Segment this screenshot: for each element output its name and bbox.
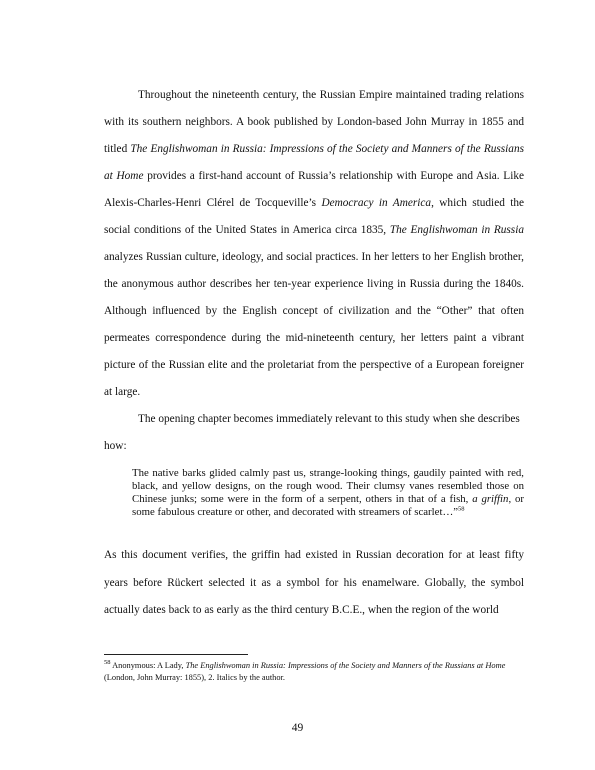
footnote-reference: 58: [458, 505, 465, 513]
quote-text: , or some fabulous creature or other, and decorated with streamers of scarlet…”: [132, 493, 524, 519]
footnote-book-title: The Englishwoman in Russia: Impressions of the Society and Manners of the Russians at Home: [185, 661, 506, 670]
quote-text: The native barks glided calmly past us, strange-looking things, gaudily painted with red, black, and yellow designs, on the rough wood. Their clumsy vanes resembled those on Chinese junks; some were in the form of a serpent, others in that of a fish,: [132, 467, 524, 506]
book-title-englishwoman: The Englishwoman in Russia: Impressions of the Society and Manners of the Russians at Home: [104, 143, 524, 182]
p1-text: Throughout the nineteenth century, the Russian Empire maintained trading relations with its southern neighbors. A book published by London-based John Murray in 1855 and titled: [104, 89, 524, 155]
p1-text: analyzes Russian culture, ideology, and social practices. In her letters to her English brother, the anonymous author describes her ten-year experience living in Russia during the 1840s. Although influenced by the English concept of civilization and the “Other” that often permeates correspondence during the mid-nineteenth century, her letters paint a vibrant picture of the Russian elite and the proletariat from the perspective of a European foreigner at large.: [104, 251, 524, 398]
footnote-text: (London, John Murray: 1855), 2. Italics by the author.: [104, 673, 285, 682]
quote-italic-griffin: a griffin: [472, 493, 509, 506]
page-number: 49: [291, 722, 304, 734]
paragraph-3: As this document verifies, the griffin had existed in Russian decoration for at least fifty years before Rückert selected it as a symbol for his enamelware. Globally, the symbol actually dates back to as early as the third century B.C.E., when the region of the world: [104, 549, 524, 616]
book-title-democracy: Democracy in America: [321, 197, 432, 209]
p1-text: provides a first-hand account of Russia’s relationship with Europe and Asia. Like Alexis-Charles-Henri Clérel de Tocqueville’s: [104, 170, 525, 209]
paragraph-1: [104, 82, 524, 406]
p1-text: , which studied the social conditions of the United States in America circa 1835,: [104, 197, 525, 236]
footnote-divider: [104, 654, 248, 655]
block-quote: [132, 467, 524, 519]
footnote-text: Anonymous: A Lady,: [110, 661, 186, 670]
book-title-short: The Englishwoman in Russia: [389, 224, 524, 236]
footnote: [104, 660, 524, 684]
paragraph-2: The opening chapter becomes immediately relevant to this study when she describes how:: [104, 413, 520, 452]
footnote-number: 58: [104, 659, 111, 667]
